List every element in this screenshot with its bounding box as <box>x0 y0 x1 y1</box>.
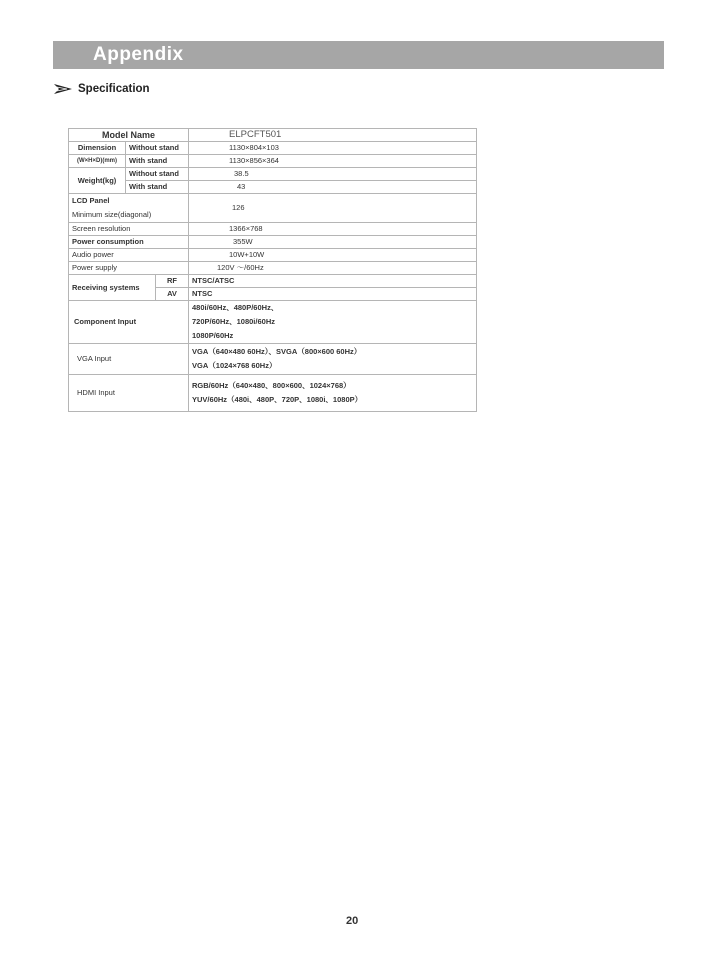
receiving-systems-label: Receiving systems <box>69 275 156 301</box>
table-row <box>69 142 477 155</box>
specification-table <box>68 128 477 412</box>
table-row <box>69 129 477 142</box>
vga-input-line: VGA（1024×768 60Hz） <box>192 361 277 370</box>
dimension-without-stand-value: 1130×804×103 <box>189 142 477 155</box>
vga-input-line: VGA（640×480 60Hz）、SVGA（800×600 60Hz） <box>192 347 362 356</box>
dimension-label: Dimension <box>69 142 126 155</box>
dimension-with-stand-label: With stand <box>126 155 189 168</box>
table-row <box>69 168 477 181</box>
table-row <box>69 375 477 412</box>
table-row <box>69 275 477 288</box>
table-row <box>69 262 477 275</box>
vga-input-values <box>189 344 477 375</box>
dimension-without-stand-label: Without stand <box>126 142 189 155</box>
weight-with-stand-value: 43 <box>189 181 477 194</box>
component-input-line: 1080P/60Hz <box>192 331 234 340</box>
specification-heading <box>53 81 150 97</box>
audio-power-value: 10W+10W <box>189 249 477 262</box>
model-name-value: ELPCFT501 <box>189 129 477 142</box>
minimum-size-label: Minimum size(diagonal) <box>72 210 152 219</box>
hdmi-input-label: HDMI Input <box>69 375 189 412</box>
screen-resolution-value: 1366×768 <box>189 223 477 236</box>
weight-with-stand-label: With stand <box>126 181 189 194</box>
table-row <box>69 223 477 236</box>
dimension-with-stand-value: 1130×856×364 <box>189 155 477 168</box>
audio-power-label: Audio power <box>69 249 189 262</box>
table-row <box>69 194 477 223</box>
page-number: 20 <box>346 915 359 927</box>
rf-label: RF <box>156 275 189 288</box>
table-row <box>69 155 477 168</box>
dimension-units: (W×H×D)(mm) <box>69 155 126 168</box>
component-input-values <box>189 301 477 344</box>
lcd-panel-cell <box>69 194 189 223</box>
table-row <box>69 249 477 262</box>
arrow-icon <box>53 83 73 95</box>
av-value: NTSC <box>189 288 477 301</box>
av-label: AV <box>156 288 189 301</box>
power-consumption-value: 355W <box>189 236 477 249</box>
rf-value: NTSC/ATSC <box>189 275 477 288</box>
model-name-label: Model Name <box>69 129 189 142</box>
minimum-size-value: 126 <box>189 194 477 223</box>
table-row <box>69 236 477 249</box>
screen-resolution-label: Screen resolution <box>69 223 189 236</box>
table-row <box>69 344 477 375</box>
weight-label: Weight(kg) <box>69 168 126 194</box>
weight-without-stand-label: Without stand <box>126 168 189 181</box>
hdmi-input-line: RGB/60Hz（640×480、800×600、1024×768） <box>192 381 351 390</box>
table-row <box>69 301 477 344</box>
component-input-label: Component Input <box>69 301 189 344</box>
appendix-title: Appendix <box>93 44 184 65</box>
table-row <box>69 181 477 194</box>
power-supply-value: 120V ～/60Hz <box>189 262 477 275</box>
component-input-line: 480i/60Hz、480P/60Hz、 <box>192 303 279 312</box>
hdmi-input-line: YUV/60Hz（480i、480P、720P、1080i、1080P） <box>192 395 363 404</box>
specification-title: Specification <box>78 83 150 95</box>
component-input-line: 720P/60Hz、1080i/60Hz <box>192 317 275 326</box>
power-consumption-label: Power consumption <box>69 236 189 249</box>
weight-without-stand-value: 38.5 <box>189 168 477 181</box>
vga-input-label: VGA Input <box>69 344 189 375</box>
appendix-header-bar <box>53 41 664 69</box>
lcd-panel-label: LCD Panel <box>72 196 110 205</box>
power-supply-label: Power supply <box>69 262 189 275</box>
hdmi-input-values <box>189 375 477 412</box>
